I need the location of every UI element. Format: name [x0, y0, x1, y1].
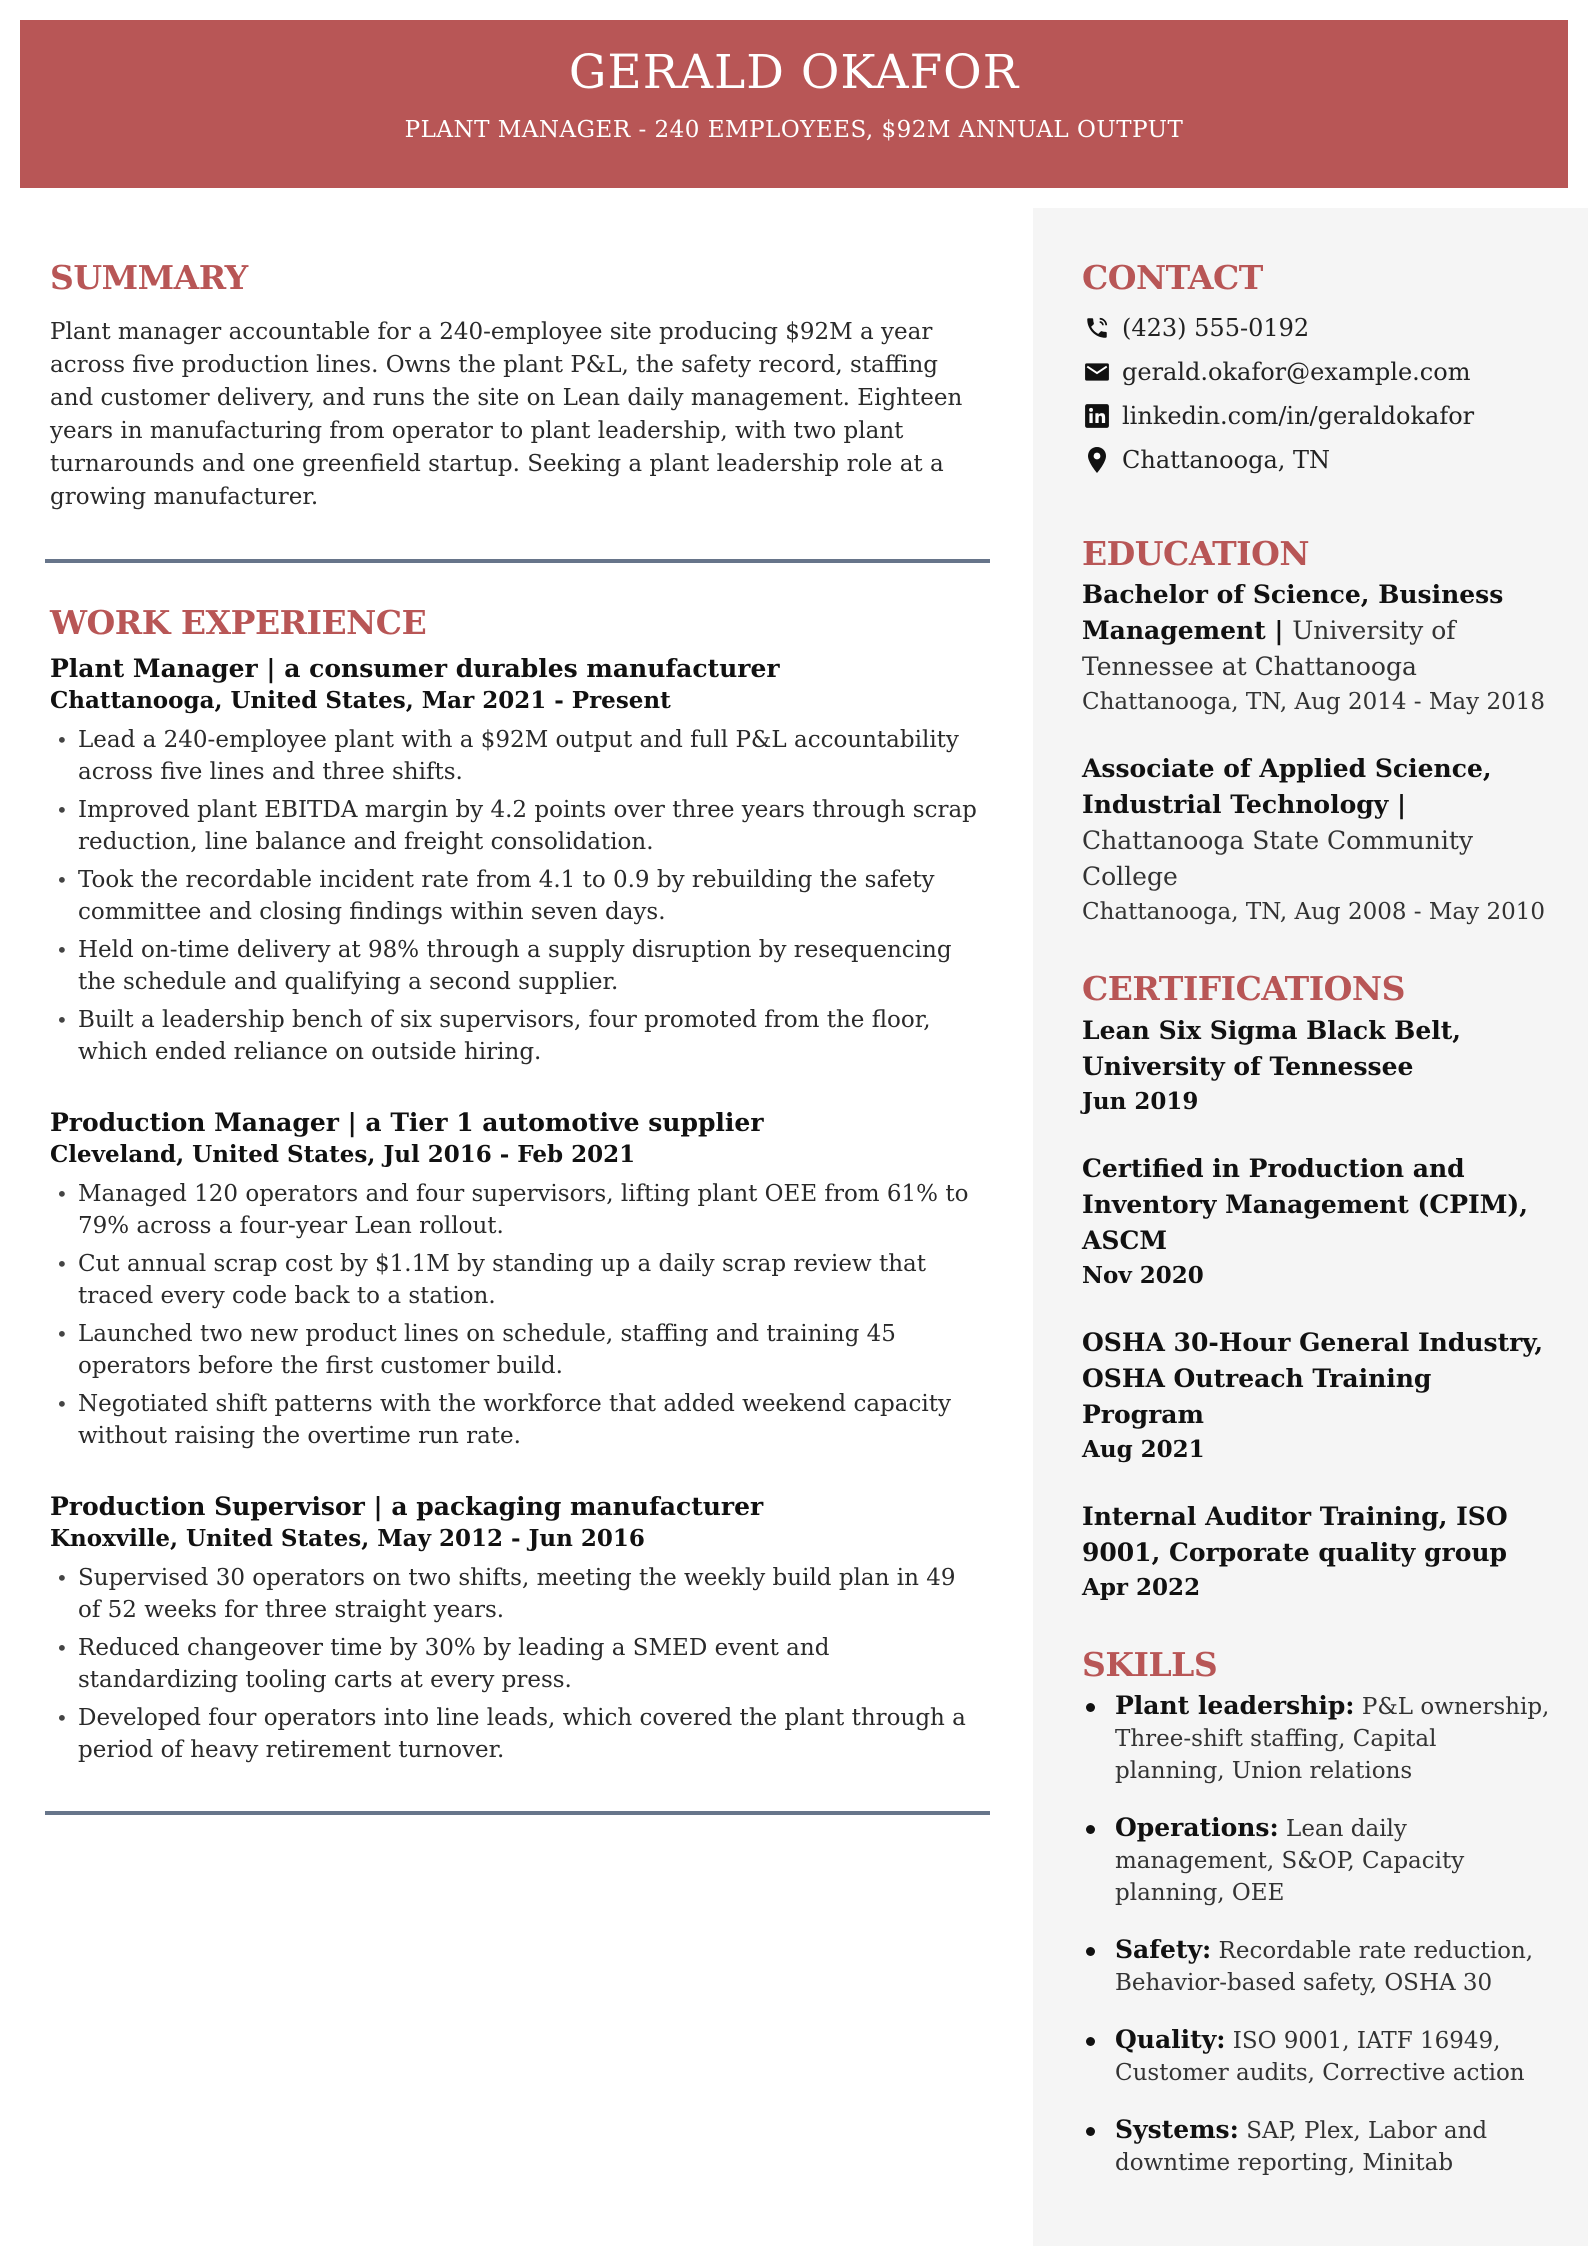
skill-label: Plant leadership:: [1115, 1691, 1355, 1721]
job-bullet: • Built a leadership bench of six supervisors, four promoted from the floor, which ended reliance on outside hiring.: [50, 1004, 985, 1068]
education-details: Chattanooga, TN, Aug 2008 - May 2010: [1082, 899, 1545, 926]
job-meta: Chattanooga, United States, Mar 2021 - Present: [50, 687, 671, 715]
certifications-heading: CERTIFICATIONS: [1082, 969, 1405, 1009]
resume-header: [20, 20, 1568, 188]
certification-date: Aug 2021: [1082, 1435, 1205, 1463]
job-bullet: • Reduced changeover time by 30% by leading a SMED event and standardizing tooling carts at every press.: [50, 1632, 985, 1696]
candidate-name: GERALD OKAFOR: [568, 45, 1020, 100]
skill-item: [1082, 1690, 1552, 1787]
sidebar-column: [1082, 258, 1552, 2231]
location-text: Chattanooga, TN: [1122, 445, 1331, 474]
education-heading: EDUCATION: [1082, 533, 1310, 573]
summary-section: [50, 258, 985, 514]
certification-date: Apr 2022: [1082, 1573, 1201, 1601]
skill-label: Operations:: [1115, 1813, 1279, 1843]
skill-value: Recordable rate reduction, Behavior-based safety, OSHA 30: [1115, 1938, 1534, 1997]
job-title: Production Manager | a Tier 1 automotive supplier: [50, 1108, 764, 1138]
job-meta: Cleveland, United States, Jul 2016 - Feb 2021: [50, 1141, 636, 1169]
skill-item: [1082, 1934, 1552, 1999]
contact-linkedin: [1082, 394, 1552, 438]
skill-item: [1082, 2114, 1552, 2179]
certification-name: OSHA 30-Hour General Industry, OSHA Outreach Training Program: [1082, 1327, 1544, 1429]
skill-item: [1082, 1812, 1552, 1909]
degree-name: Associate of Applied Science, Industrial Technology |: [1082, 754, 1492, 820]
skills-list: [1082, 1690, 1552, 2179]
job-entry: [50, 1106, 985, 1452]
job-entry: [50, 1490, 985, 1766]
summary-text: Plant manager accountable for a 240-employee site producing $92M a year across five production lines. Owns the plant P&L, the safety record, staffing and customer delivery, and runs the site on Lean daily management. Eighteen years in manufacturing from operator to plant leadership, with two plant turnarounds and one greenfield startup. Seeking a plant leadership role at a growing manufacturer.: [50, 318, 963, 510]
section-divider: [45, 559, 990, 563]
job-bullet: • Held on-time delivery at 98% through a supply disruption by resequencing the schedule and qualifying a second supplier.: [50, 934, 985, 998]
skills-heading: SKILLS: [1082, 1644, 1218, 1684]
summary-heading: SUMMARY: [50, 258, 248, 297]
phone-icon: [1082, 313, 1112, 343]
section-divider: [45, 1811, 990, 1815]
candidate-headline: PLANT MANAGER - 240 EMPLOYEES, $92M ANNUAL OUTPUT: [404, 117, 1184, 143]
linkedin-text: linkedin.com/in/geraldokafor: [1122, 401, 1475, 430]
job-bullet: • Improved plant EBITDA margin by 4.2 points over three years through scrap reduction, line balance and freight consolidation.: [50, 794, 985, 858]
job-entry: [50, 652, 985, 1068]
skill-value: SAP, Plex, Labor and downtime reporting, Minitab: [1115, 2118, 1488, 2177]
certification-item: [1082, 1325, 1552, 1467]
certification-date: Nov 2020: [1082, 1261, 1204, 1289]
education-item: [1082, 751, 1552, 929]
contact-location: [1082, 438, 1552, 482]
school-name: Chattanooga State Community College: [1082, 826, 1474, 892]
email-text: gerald.okafor@example.com: [1122, 357, 1471, 386]
location-icon: [1082, 445, 1112, 475]
email-icon: [1082, 357, 1112, 387]
contact-phone: [1082, 306, 1552, 350]
phone-text: (423) 555-0192: [1122, 313, 1310, 342]
skill-value: Lean daily management, S&OP, Capacity planning, OEE: [1115, 1816, 1465, 1907]
job-title: Plant Manager | a consumer durables manufacturer: [50, 654, 780, 684]
job-bullet: • Took the recordable incident rate from 4.1 to 0.9 by rebuilding the safety committee and closing findings within seven days.: [50, 864, 985, 928]
skill-label: Safety:: [1115, 1935, 1212, 1965]
certification-name: Certified in Production and Inventory Management (CPIM), ASCM: [1082, 1153, 1528, 1255]
job-bullet: • Managed 120 operators and four supervisors, lifting plant OEE from 61% to 79% across a four-year Lean rollout.: [50, 1178, 985, 1242]
degree-name: Bachelor of Science, Business Management |: [1082, 580, 1504, 646]
skill-label: Systems:: [1115, 2115, 1239, 2145]
skill-value: P&L ownership, Three-shift staffing, Capital planning, Union relations: [1115, 1694, 1550, 1785]
skill-label: Quality:: [1115, 2025, 1226, 2055]
education-item: [1082, 577, 1552, 719]
contact-section: [1082, 258, 1552, 482]
skill-item: [1082, 2024, 1552, 2089]
job-bullet: • Negotiated shift patterns with the workforce that added weekend capacity without raising the overtime run rate.: [50, 1388, 985, 1452]
job-bullet: • Lead a 240-employee plant with a $92M output and full P&L accountability across five lines and three shifts.: [50, 724, 985, 788]
job-bullets: [50, 724, 985, 1068]
experience-heading: WORK EXPERIENCE: [50, 602, 427, 642]
certifications-section: [1082, 969, 1552, 1605]
job-bullet: • Launched two new product lines on schedule, staffing and training 45 operators before the first customer build.: [50, 1318, 985, 1382]
skill-value: ISO 9001, IATF 16949, Customer audits, Corrective action: [1115, 2028, 1525, 2087]
experience-section: [50, 603, 985, 1767]
certification-item: [1082, 1151, 1552, 1293]
education-section: [1082, 534, 1552, 930]
school-name: University of Tennessee at Chattanooga: [1082, 616, 1456, 682]
job-title: Production Supervisor | a packaging manufacturer: [50, 1492, 764, 1522]
linkedin-icon: [1082, 401, 1112, 431]
contact-heading: CONTACT: [1082, 258, 1263, 297]
job-bullet: • Cut annual scrap cost by $1.1M by standing up a daily scrap review that traced every code back to a station.: [50, 1248, 985, 1312]
education-details: Chattanooga, TN, Aug 2014 - May 2018: [1082, 689, 1545, 716]
skills-section: [1082, 1645, 1552, 2180]
certification-name: Lean Six Sigma Black Belt, University of Tennessee: [1082, 1015, 1461, 1081]
contact-email: [1082, 350, 1552, 394]
job-bullets: [50, 1562, 985, 1766]
job-bullet: • Supervised 30 operators on two shifts, meeting the weekly build plan in 49 of 52 weeks for three straight years.: [50, 1562, 985, 1626]
certification-item: [1082, 1013, 1552, 1119]
certification-item: [1082, 1499, 1552, 1605]
job-meta: Knoxville, United States, May 2012 - Jun 2016: [50, 1525, 645, 1553]
job-bullets: [50, 1178, 985, 1452]
job-bullet: • Developed four operators into line leads, which covered the plant through a period of heavy retirement turnover.: [50, 1702, 985, 1766]
certification-name: Internal Auditor Training, ISO 9001, Corporate quality group: [1082, 1501, 1508, 1567]
certification-date: Jun 2019: [1082, 1087, 1199, 1115]
main-column: [50, 258, 985, 1855]
